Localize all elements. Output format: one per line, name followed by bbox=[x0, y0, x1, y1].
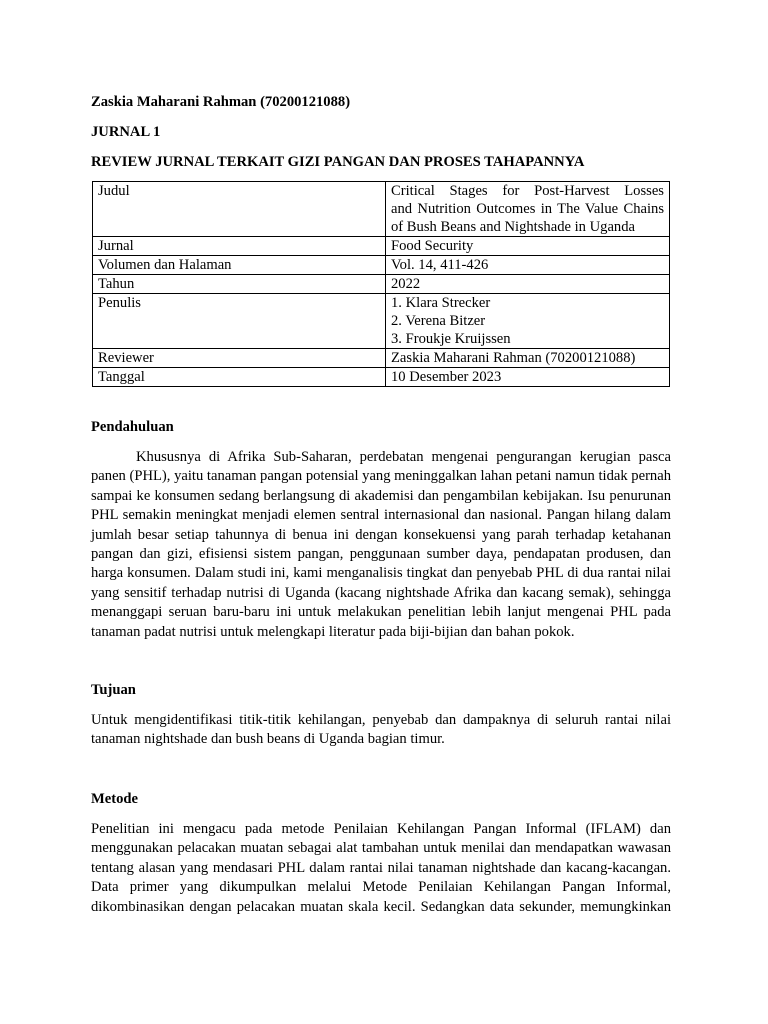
row-label: Volumen dan Halaman bbox=[93, 256, 386, 275]
table-row bbox=[93, 182, 670, 237]
paragraph-line: dikombinasikan dengan pelacakan muatan skala kecil. Sedangkan data sekunder, memungkinkan bbox=[91, 898, 671, 915]
row-value bbox=[386, 182, 670, 237]
paragraph-line: tanaman nightshade dan bush beans di Uganda bagian timur. bbox=[91, 731, 445, 748]
value-line: 3. Froukje Kruijssen bbox=[391, 331, 511, 347]
value-line: 1. Klara Strecker bbox=[391, 295, 491, 311]
paragraph-line: tentang alasan yang mendasari PHL dalam rantai nilai tanaman nightshade dan kacang-kacangan. bbox=[91, 859, 671, 876]
paragraph-line: harga konsumen. Dalam studi ini, kami menganalisis tingkat dan penyebab PHL di dua rantai nilai bbox=[91, 565, 671, 582]
table-row bbox=[93, 368, 670, 387]
row-value bbox=[386, 275, 670, 294]
paragraph-tujuan bbox=[91, 711, 671, 750]
value-line: Critical Stages for Post-Harvest Losses bbox=[391, 183, 664, 199]
table-row bbox=[93, 294, 670, 349]
paragraph-line: jumlah besar setiap tahunnya di benua ini dengan konsekuensi yang parah terhadap ketahanan bbox=[91, 526, 671, 543]
table-row bbox=[93, 349, 670, 368]
table-row bbox=[93, 275, 670, 294]
row-label: Penulis bbox=[93, 294, 386, 349]
section-heading-metode: Metode bbox=[91, 790, 139, 807]
paragraph-line: menanggapi seruan baru-baru ini untuk melakukan penelitian lebih lanjut mengenai PHL pada bbox=[91, 604, 671, 621]
row-value bbox=[386, 237, 670, 256]
paragraph-line: Penelitian ini mengacu pada metode Penilaian Kehilangan Pangan Informal (IFLAM) dan bbox=[91, 820, 671, 837]
table-row bbox=[93, 256, 670, 275]
paragraph-line: sampai ke konsumen sedang berlangsung di akademisi dan pengambilan kebijakan. Isu penurunan bbox=[91, 487, 671, 504]
row-label: Judul bbox=[93, 182, 386, 237]
value-line: Zaskia Maharani Rahman (70200121088) bbox=[391, 350, 636, 366]
value-line: Vol. 14, 411-426 bbox=[391, 257, 489, 273]
row-label: Reviewer bbox=[93, 349, 386, 368]
paragraph-line: menggunakan pelacakan muatan sebagai alat tambahan untuk menilai dan mendapatkan wawasan bbox=[91, 840, 671, 857]
paragraph-line: pangan dan gizi, efisiensi sistem pangan, penggunaan sumber daya, pendapatan produsen, dan bbox=[91, 546, 671, 563]
paragraph-line: Untuk mengidentifikasi titik-titik kehilangan, penyebab dan dampaknya di seluruh rantai nilai bbox=[91, 712, 671, 729]
row-label: Tahun bbox=[93, 275, 386, 294]
document-page bbox=[91, 93, 671, 917]
jurnal-label: JURNAL 1 bbox=[91, 124, 161, 140]
value-line: Food Security bbox=[391, 238, 474, 254]
value-line: 10 Desember 2023 bbox=[391, 369, 502, 385]
paragraph-line: Data primer yang dikumpulkan melalui Metode Penilaian Kehilangan Pangan Informal, bbox=[91, 879, 671, 896]
paragraph-line: PHL semakin meningkat menjadi elemen sentral internasional dan nasional. Pangan hilang dalam bbox=[91, 507, 671, 524]
value-line: of Bush Beans and Nightshade in Uganda bbox=[391, 219, 635, 235]
row-label: Jurnal bbox=[93, 237, 386, 256]
row-value bbox=[386, 349, 670, 368]
document-title: REVIEW JURNAL TERKAIT GIZI PANGAN DAN PROSES TAHAPANNYA bbox=[91, 154, 585, 170]
row-value bbox=[386, 256, 670, 275]
paragraph-line: panen (PHL), yaitu tanaman pangan potensial yang meninggalkan lahan petani namun tidak pernah bbox=[91, 468, 671, 485]
paragraph-pendahuluan bbox=[91, 448, 671, 642]
row-value bbox=[386, 294, 670, 349]
section-heading-tujuan: Tujuan bbox=[91, 682, 136, 699]
value-line: 2. Verena Bitzer bbox=[391, 313, 486, 329]
section-heading-pendahuluan: Pendahuluan bbox=[91, 419, 174, 435]
value-line: 2022 bbox=[391, 276, 421, 292]
author-line: Zaskia Maharani Rahman (70200121088) bbox=[91, 94, 351, 110]
table-row bbox=[93, 237, 670, 256]
row-value bbox=[386, 368, 670, 387]
journal-info-table bbox=[92, 181, 670, 387]
row-label: Tanggal bbox=[93, 368, 386, 387]
paragraph-line: tanaman padat nutrisi untuk melengkapi literatur pada biji-bijian dan bahan pokok. bbox=[91, 623, 575, 640]
paragraph-line: Khususnya di Afrika Sub-Saharan, perdebatan mengenai pengurangan kerugian pasca bbox=[136, 449, 671, 465]
value-line: and Nutrition Outcomes in The Value Chains bbox=[391, 201, 664, 217]
paragraph-metode bbox=[91, 820, 671, 917]
paragraph-line: yang sensitif terhadap nutrisi di Uganda (kacang nightshade Afrika dan kacang semak), sehingga bbox=[91, 584, 671, 601]
